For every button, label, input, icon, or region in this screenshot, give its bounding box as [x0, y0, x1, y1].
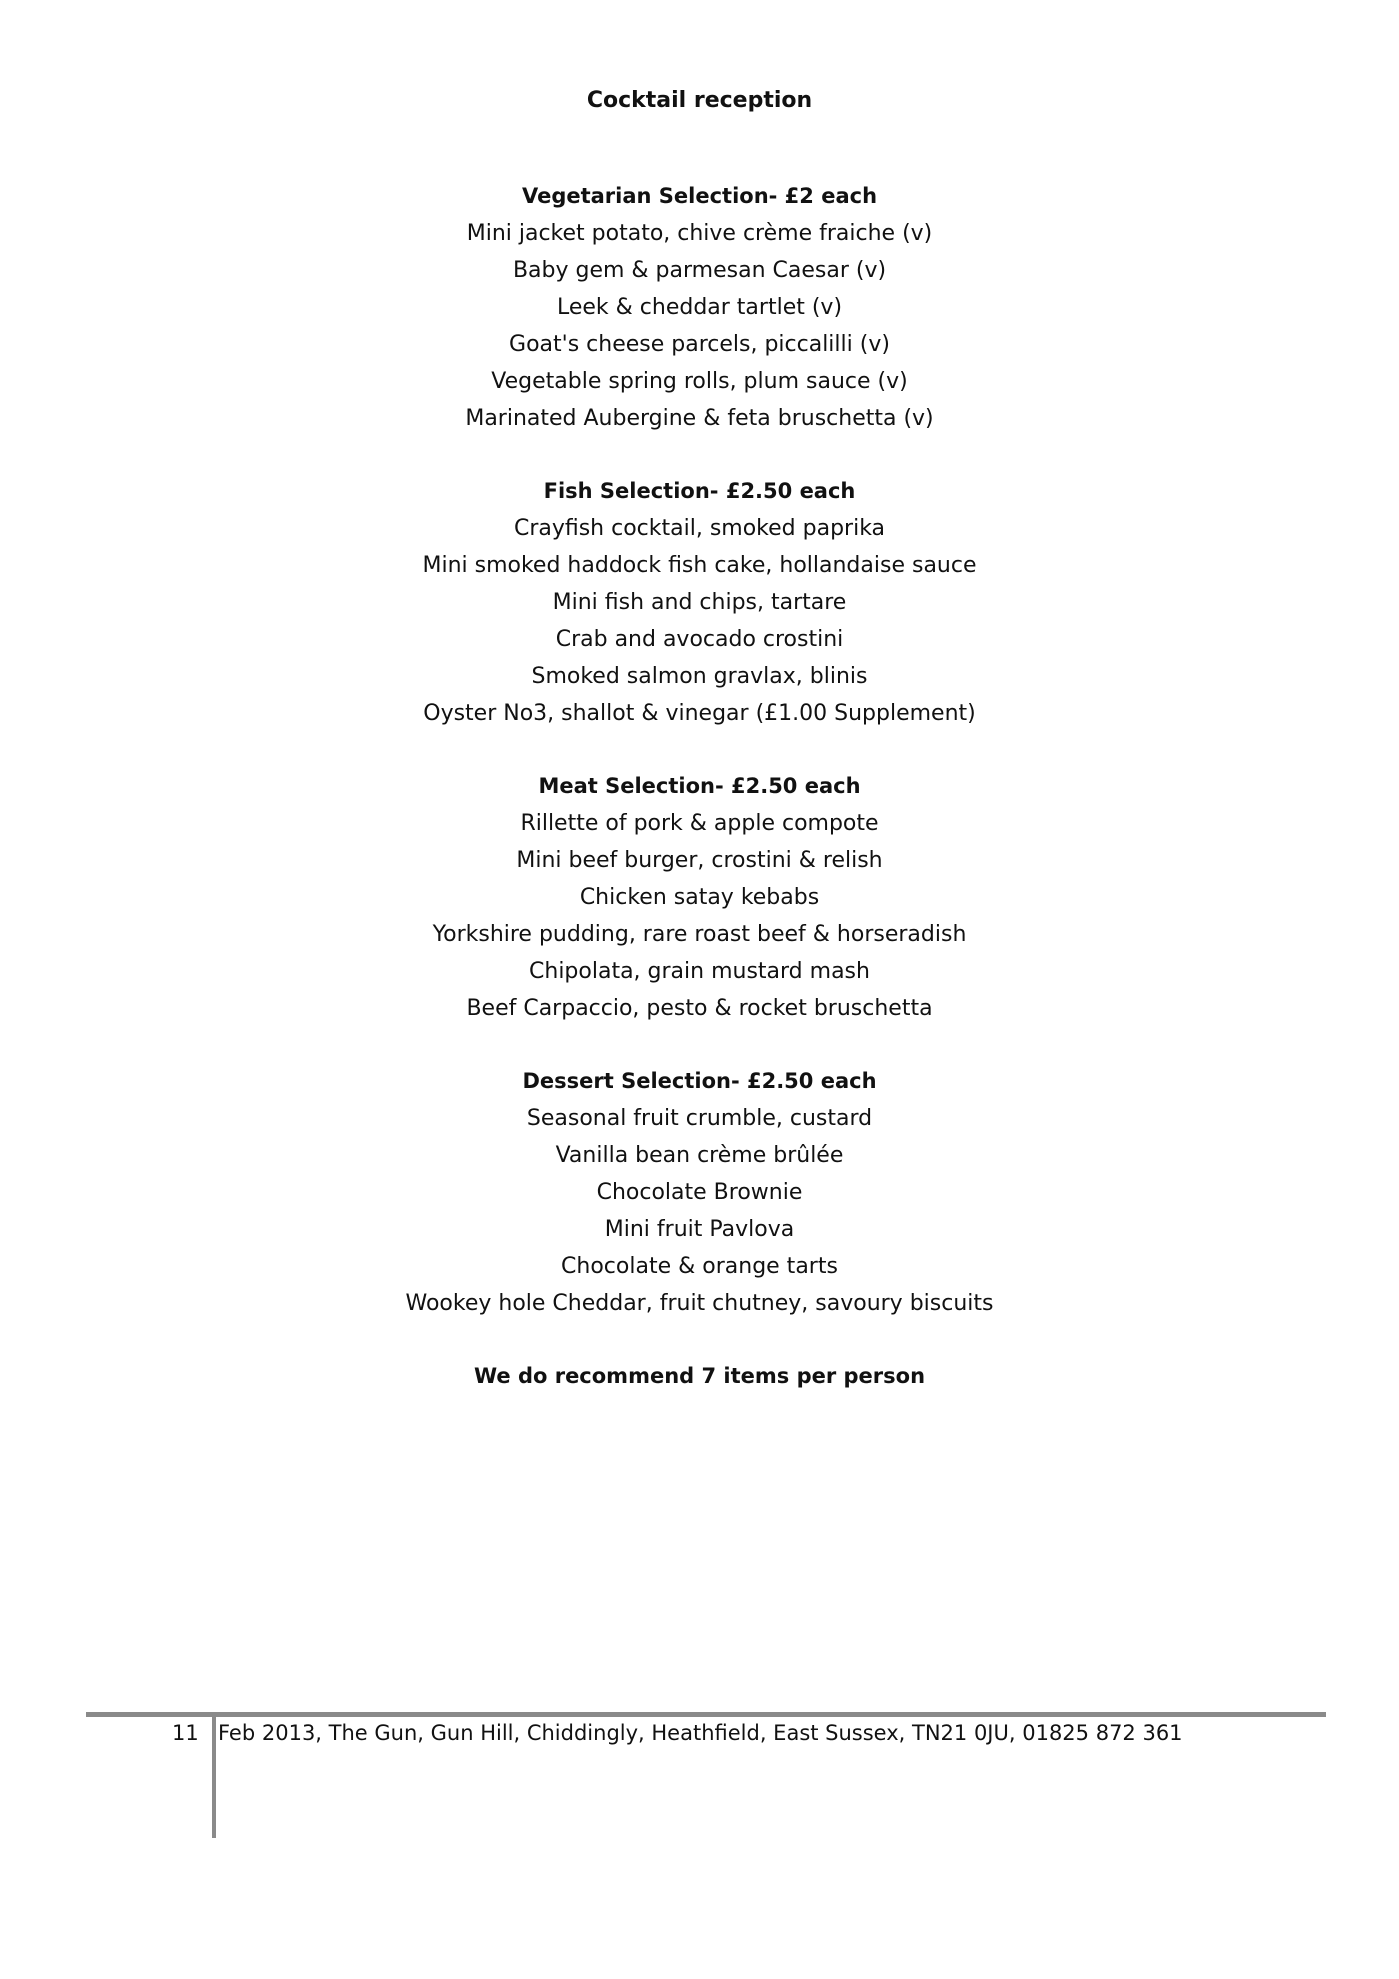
menu-item: Smoked salmon gravlax, blinis [531, 664, 868, 689]
vegetarian-section [0, 178, 1399, 437]
menu-item: Mini fruit Pavlova [604, 1217, 795, 1242]
menu-item: Chocolate Brownie [596, 1180, 803, 1205]
menu-item: Rillette of pork & apple compote [520, 811, 879, 836]
footer-horizontal-rule [86, 1712, 1326, 1717]
section-heading: Vegetarian Selection- £2 each [521, 184, 878, 208]
footer-address: Feb 2013, The Gun, Gun Hill, Chiddingly, Heathfield, East Sussex, TN21 0JU, 01825 872 361 [218, 1721, 1183, 1745]
menu-item: Mini smoked haddock fish cake, hollandaise sauce [422, 553, 977, 578]
menu-item: Baby gem & parmesan Caesar (v) [512, 258, 887, 283]
menu-item: Mini jacket potato, chive crème fraiche (v) [466, 221, 933, 246]
menu-item: Vanilla bean crème brûlée [555, 1143, 844, 1168]
recommendation-note: We do recommend 7 items per person [473, 1364, 926, 1388]
menu-document [0, 86, 1399, 1416]
menu-item: Marinated Aubergine & feta bruschetta (v) [465, 406, 934, 431]
menu-item: Chipolata, grain mustard mash [529, 959, 870, 984]
menu-item: Chocolate & orange tarts [561, 1254, 838, 1279]
section-heading: Dessert Selection- £2.50 each [522, 1069, 877, 1093]
menu-item: Chicken satay kebabs [579, 885, 820, 910]
menu-item: Crayfish cocktail, smoked paprika [513, 516, 886, 541]
menu-item: Oyster No3, shallot & vinegar (£1.00 Supplement) [423, 701, 976, 726]
menu-item: Goat's cheese parcels, piccalilli (v) [509, 332, 890, 357]
fish-section [0, 473, 1399, 732]
menu-item: Seasonal fruit crumble, custard [526, 1106, 873, 1131]
page-number: 11 [172, 1721, 199, 1745]
menu-item: Wookey hole Cheddar, fruit chutney, savoury biscuits [405, 1291, 994, 1316]
menu-item: Vegetable spring rolls, plum sauce (v) [491, 369, 908, 394]
footer-vertical-rule [212, 1712, 216, 1838]
menu-item: Mini fish and chips, tartare [552, 590, 847, 615]
menu-item: Crab and avocado crostini [555, 627, 844, 652]
page-title: Cocktail reception [586, 88, 813, 113]
meat-section [0, 768, 1399, 1027]
section-heading: Fish Selection- £2.50 each [543, 479, 856, 503]
menu-item: Yorkshire pudding, rare roast beef & horseradish [432, 922, 967, 947]
menu-item: Beef Carpaccio, pesto & rocket bruschetta [466, 996, 933, 1021]
menu-item: Leek & cheddar tartlet (v) [556, 295, 843, 320]
menu-item: Mini beef burger, crostini & relish [516, 848, 883, 873]
section-heading: Meat Selection- £2.50 each [538, 774, 861, 798]
dessert-section [0, 1063, 1399, 1322]
